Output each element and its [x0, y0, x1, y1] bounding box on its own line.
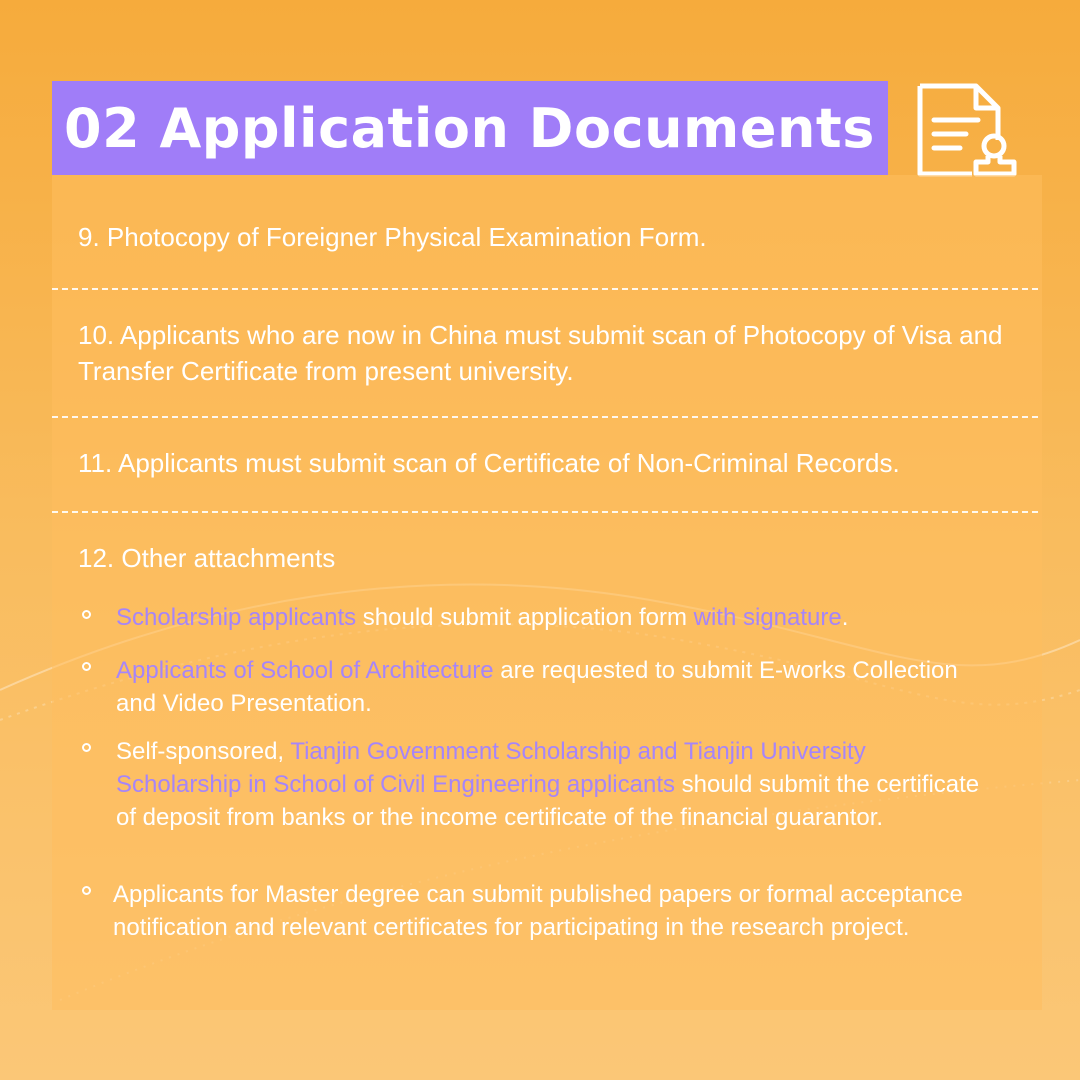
attachment-bullet-1: [116, 601, 996, 634]
bullet-circle-icon: [82, 610, 91, 619]
bullet-text: should submit the certificate of deposit from banks or the income certificate of the financial guarantor.: [116, 771, 980, 831]
document-stamp-icon: [914, 80, 1020, 180]
highlight-text: Scholarship applicants: [116, 604, 357, 631]
bullet-text: .: [841, 604, 849, 631]
attachment-bullet-2: [116, 654, 996, 720]
document-item-9: 9. Photocopy of Foreigner Physical Examination Form.: [78, 222, 707, 252]
bullet-circle-icon: [82, 662, 91, 671]
highlight-text: with signature: [693, 604, 842, 631]
document-item-11: 11. Applicants must submit scan of Certificate of Non-Criminal Records.: [78, 448, 900, 478]
page-title: 02 Application Documents: [64, 96, 875, 160]
document-item-12: 12. Other attachments: [78, 543, 336, 573]
attachment-bullet-3: [116, 735, 996, 834]
bullet-circle-icon: [82, 743, 91, 752]
attachment-bullet-4: [113, 878, 993, 944]
bullet-text: are requested to submit E-works Collection and Video Presentation.: [116, 657, 958, 717]
divider: [52, 416, 1038, 418]
divider: [52, 288, 1038, 290]
bullet-text: should submit application form: [356, 604, 694, 631]
highlight-text: Applicants of School of Architecture: [116, 657, 494, 684]
title-banner: [52, 81, 888, 175]
divider: [52, 511, 1038, 513]
bullet-text: Applicants for Master degree can submit published papers or formal acceptance notification and relevant certificates for participating in the research project.: [113, 881, 963, 941]
bullet-circle-icon: [82, 886, 91, 895]
bullet-text: Self-sponsored,: [116, 738, 291, 765]
highlight-text: Tianjin Government Scholarship and Tianjin University Scholarship in School of Civil Engineering applicants: [116, 738, 866, 798]
document-item-10: 10. Applicants who are now in China must submit scan of Photocopy of Visa and Transfer Certificate from present university.: [78, 320, 1003, 386]
